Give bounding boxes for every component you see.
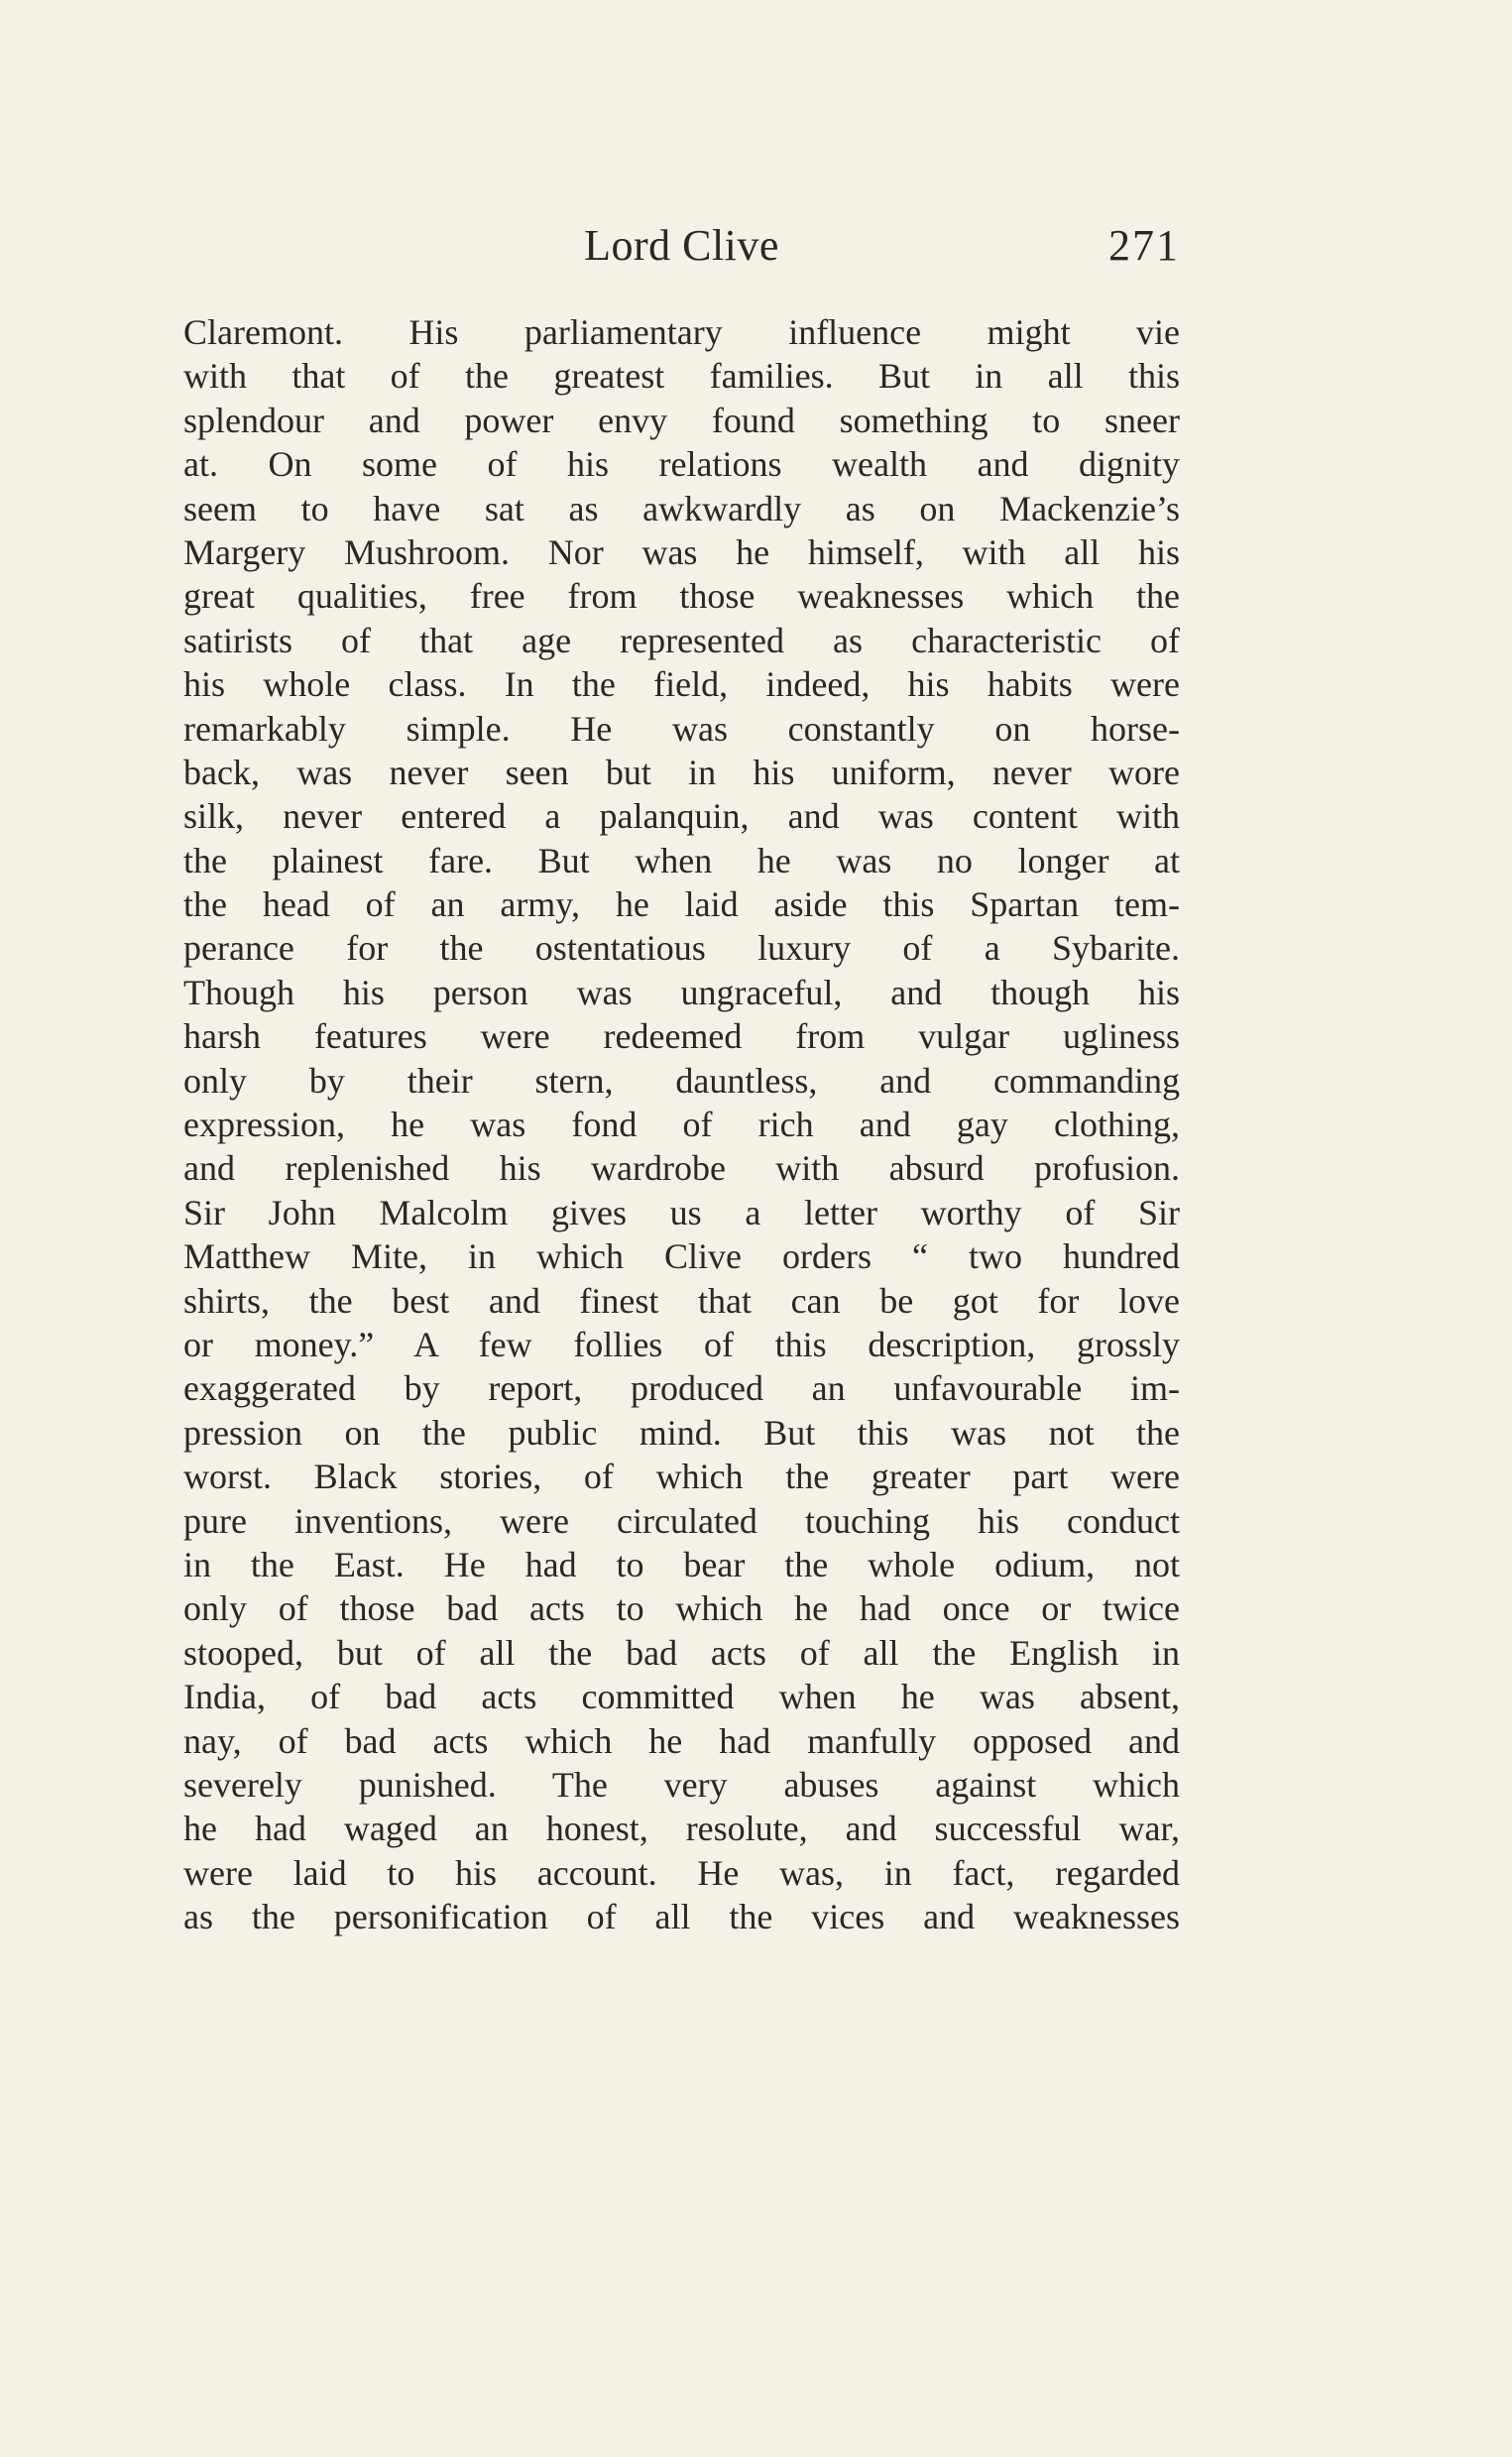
text-line: nay, of bad acts which he had manfully opposed and [183,1720,1180,1761]
text-line: silk, never entered a palanquin, and was content with [183,796,1180,837]
text-line: shirts, the best and finest that can be got for love [183,1280,1180,1321]
body-text [183,310,1180,1938]
text-line: in the East. He had to bear the whole odium, not [183,1544,1180,1584]
text-line: were laid to his account. He was, in fact, regarded [183,1852,1180,1893]
text-line: his whole class. In the field, indeed, his habits were [183,664,1180,705]
text-line: Claremont. His parliamentary influence might vie [183,312,1180,352]
text-line: exaggerated by report, produced an unfavourable im- [183,1368,1180,1409]
text-line: Margery Mushroom. Nor was he himself, with all his [183,531,1180,572]
text-line: great qualities, free from those weaknesses which the [183,576,1180,617]
text-line: seem to have sat as awkwardly as on Mackenzie’s [183,488,1180,528]
text-line: worst. Black stories, of which the greater part were [183,1457,1180,1497]
running-head [183,216,1180,276]
text-line: pression on the public mind. But this was not the [183,1412,1180,1453]
text-line: back, was never seen but in his uniform, never wore [183,752,1180,792]
text-line: stooped, but of all the bad acts of all the English in [183,1632,1180,1673]
text-line: pure inventions, were circulated touching his conduct [183,1500,1180,1541]
text-line: or money.” A few follies of this description, grossly [183,1324,1180,1364]
text-line: and replenished his wardrobe with absurd profusion. [183,1148,1180,1189]
text-line: severely punished. The very abuses against which [183,1764,1180,1805]
text-line: India, of bad acts committed when he was absent, [183,1677,1180,1717]
text-line: at. On some of his relations wealth and dignity [183,444,1180,485]
text-line: satirists of that age represented as characteristic of [183,620,1180,660]
text-line: the plainest fare. But when he was no longer at [183,840,1180,880]
text-line: only by their stern, dauntless, and commanding [183,1060,1180,1101]
text-line: perance for the ostentatious luxury of a Sybarite. [183,928,1180,969]
text-line: expression, he was fond of rich and gay clothing, [183,1105,1180,1145]
running-title: Lord Clive [584,221,779,270]
text-line: only of those bad acts to which he had once or twice [183,1588,1180,1629]
text-line: he had waged an honest, resolute, and successful war, [183,1809,1180,1849]
text-line: splendour and power envy found something to sneer [183,400,1180,440]
text-line: remarkably simple. He was constantly on horse- [183,708,1180,749]
text-line: with that of the greatest families. But in all this [183,356,1180,397]
text-line: Though his person was ungraceful, and though his [183,972,1180,1012]
text-line: harsh features were redeemed from vulgar ugliness [183,1016,1180,1057]
text-line: the head of an army, he laid aside this Spartan tem- [183,884,1180,925]
text-line: Sir John Malcolm gives us a letter worthy of Sir [183,1192,1180,1232]
text-line: as the personification of all the vices and weaknesses [183,1897,1180,1937]
page-number: 271 [1108,221,1180,270]
text-line: Matthew Mite, in which Clive orders “ two hundred [183,1236,1180,1277]
